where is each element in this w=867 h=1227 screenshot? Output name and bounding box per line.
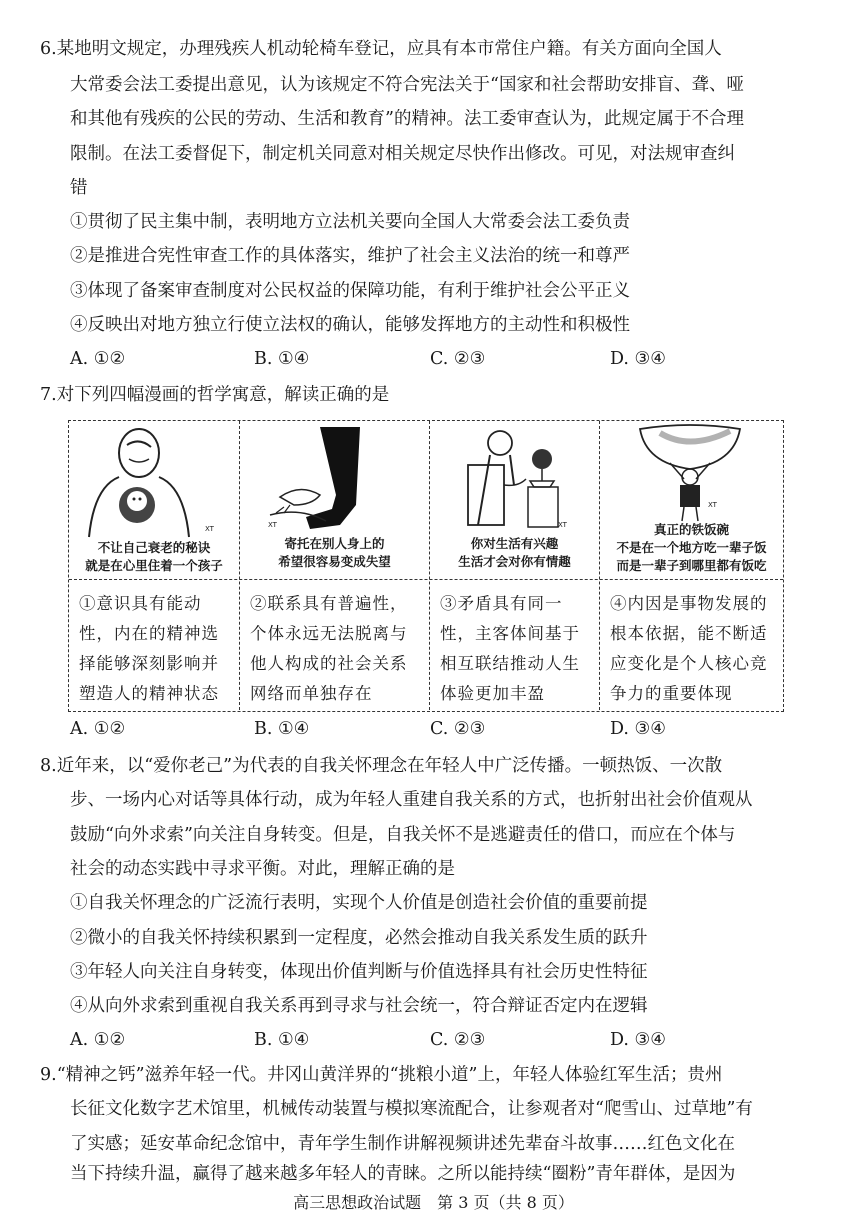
comic-3-caption-line2: 生活才会对你有情趣 (458, 554, 571, 569)
comic-1-caption-line1: 不让自己衰老的秘诀 (97, 540, 211, 555)
q6-statement: ①贯彻了民主集中制，表明地方立法机关要向全国人大常委会法工委负责 (70, 212, 630, 232)
q6-stem-line: 6.某地明文规定，办理残疾人机动轮椅车登记，应具有本市常住户籍。有关方面向全国人 (40, 39, 722, 59)
q9-stem-line: 当下持续升温，赢得了越来越多年轻人的青睐。之所以能持续“圈粉”青年群体，是因为 (70, 1164, 736, 1184)
q6-stem-line: 大常委会法工委提出意见，认为该规定不符合宪法关于“国家和社会帮助安排盲、聋、哑 (70, 75, 744, 95)
comic-signature: XT (708, 501, 717, 509)
comic-3-interpretation: ③矛盾具有同一性，主客体间基于相互联结推动人生体验更加丰盈 (440, 594, 580, 703)
comic-signature: XT (205, 525, 214, 533)
comic-2-caption-line1: 寄托在别人身上的 (284, 536, 385, 551)
q6-stem-line: 错 (70, 178, 88, 198)
page-footer: 高三思想政治试题 第 3 页（共 8 页） (293, 1193, 574, 1212)
q8-statement: ①自我关怀理念的广泛流行表明，实现个人价值是创造社会价值的重要前提 (70, 893, 648, 913)
comic-4-illustration (600, 423, 783, 523)
q8-stem-line: 8.近年来，以“爱你老己”为代表的自我关怀理念在年轻人中广泛传播。一顿热饭、一次散 (40, 756, 723, 776)
comic-4-interpretation: ④内因是事物发展的根本依据，能不断适应变化是个人核心竞争力的重要体现 (610, 594, 768, 703)
q7-stem: 7.对下列四幅漫画的哲学寓意，解读正确的是 (40, 385, 390, 405)
option-b[interactable]: B. ①④ (254, 349, 310, 369)
comic-signature: XT (268, 521, 277, 529)
option-a[interactable]: A. ①② (70, 1030, 126, 1050)
q8-stem-line: 鼓励“向外求索”向关注自身转变。但是，自我关怀不是逃避责任的借口，而应在个体与 (70, 825, 736, 845)
q6-stem-line: 和其他有残疾的公民的劳动、生活和教育”的精神。法工委审查认为，此规定属于不合理 (70, 109, 744, 129)
q9-stem-line: 长征文化数字艺术馆里，机械传动装置与模拟寒流配合，让参观者对“爬雪山、过草地”有 (70, 1099, 753, 1119)
comic-3-illustration (430, 425, 600, 535)
option-c[interactable]: C. ②③ (430, 719, 486, 739)
q8-statement: ②微小的自我关怀持续积累到一定程度，必然会推动自我关系发生质的跃升 (70, 928, 648, 948)
q8-statement: ③年轻人向关注自身转变，体现出价值判断与价值选择具有社会历史性特征 (70, 962, 648, 982)
option-a[interactable]: A. ①② (70, 349, 126, 369)
comic-1-interpretation: ①意识具有能动性，内在的精神选择能够深刻影响并塑造人的精神状态 (79, 594, 219, 703)
comic-panel-1 (69, 421, 240, 710)
q8-stem-line: 步、一场内心对话等具体行动，成为年轻人重建自我关系的方式，也折射出社会价值观从 (70, 790, 753, 810)
comic-2-illustration (240, 425, 430, 535)
q6-statement: ②是推进合宪性审查工作的具体落实，维护了社会主义法治的统一和尊严 (70, 246, 630, 266)
option-d[interactable]: D. ③④ (610, 1030, 666, 1050)
option-c[interactable]: C. ②③ (430, 349, 486, 369)
comic-3-caption-line1: 你对生活有兴趣 (470, 536, 559, 551)
comic-4-caption-line1: 真正的铁饭碗 (653, 522, 729, 537)
q6-statement: ③体现了备案审查制度对公民权益的保障功能，有利于维护社会公平正义 (70, 281, 630, 301)
q8-stem-line: 社会的动态实践中寻求平衡。对此，理解正确的是 (70, 859, 455, 879)
q6-statement: ④反映出对地方独立行使立法权的确认，能够发挥地方的主动性和积极性 (70, 315, 630, 335)
q9-stem-line: 9.“精神之钙”滋养年轻一代。井冈山黄洋界的“挑粮小道”上，年轻人体验红军生活；贵州 (40, 1065, 723, 1085)
comic-signature: XT (558, 521, 567, 529)
comic-panel-3 (430, 421, 600, 710)
comic-1-caption-line2: 就是在心里住着一个孩子 (85, 558, 223, 573)
q8-statement: ④从向外求索到重视自我关系再到寻求与社会统一，符合辩证否定内在逻辑 (70, 996, 648, 1016)
comic-2-interpretation: ②联系具有普遍性，个体永远无法脱离与他人构成的社会关系网络而单独存在 (250, 594, 408, 703)
option-d[interactable]: D. ③④ (610, 349, 666, 369)
option-d[interactable]: D. ③④ (610, 719, 666, 739)
comic-4-caption-line3: 而是一辈子到哪里都有饭吃 (616, 558, 767, 573)
option-c[interactable]: C. ②③ (430, 1030, 486, 1050)
comic-grid (68, 420, 784, 712)
comic-1-illustration (69, 425, 240, 543)
comic-2-caption-line2: 希望很容易变成失望 (278, 554, 391, 569)
q6-stem-line: 限制。在法工委督促下，制定机关同意对相关规定尽快作出修改。可见，对法规审查纠 (70, 144, 735, 164)
option-b[interactable]: B. ①④ (254, 719, 310, 739)
q9-stem-line: 了实感；延安革命纪念馆中，青年学生制作讲解视频讲述先辈奋斗故事……红色文化在 (70, 1134, 735, 1154)
option-b[interactable]: B. ①④ (254, 1030, 310, 1050)
comic-panel-4 (600, 421, 783, 710)
option-a[interactable]: A. ①② (70, 719, 126, 739)
comic-panel-2 (240, 421, 430, 710)
comic-4-caption-line2: 不是在一个地方吃一辈子饭 (616, 540, 767, 555)
